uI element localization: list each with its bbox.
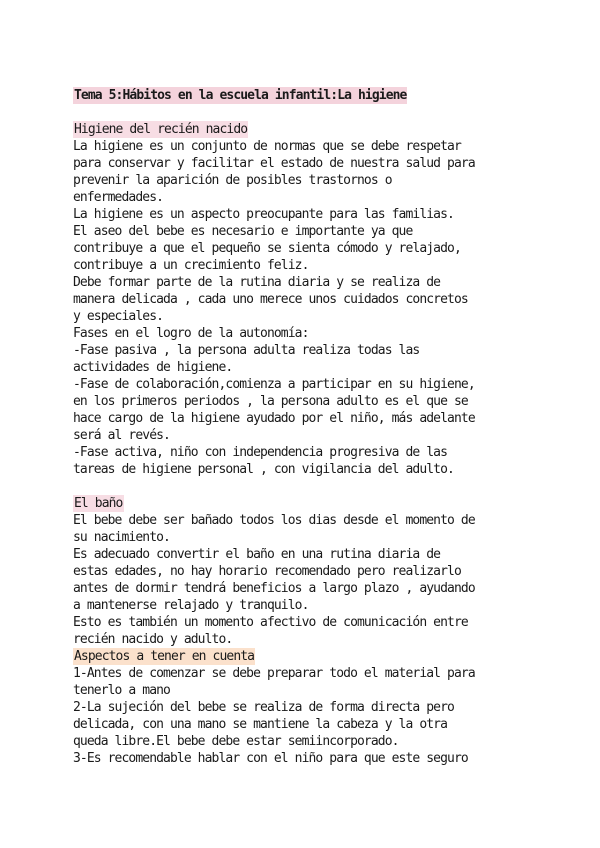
paragraph-line: tareas de higiene personal , con vigilancia del adulto. [73,462,454,477]
section-heading-line [73,495,533,512]
paragraph-line: antes de dormir tendrá beneficios a largo plazo , ayudando [73,581,475,596]
section-heading-line [73,121,533,138]
spacer [73,104,533,121]
document-title: Tema 5:Hábitos en la escuela infantil:La higiene [74,88,407,103]
paragraph-line: su nacimiento. [73,530,170,545]
paragraph-line: -Fase activa, niño con independencia progresiva de las [73,445,448,460]
paragraph-line: queda libre.El bebe debe estar semiincorporado. [73,734,399,749]
paragraph-line: y especiales. [73,309,164,324]
paragraph-line: manera delicada , cada uno merece unos cuidados concretos [73,292,468,307]
paragraph-line: Debe formar parte de la rutina diaria y se realiza de [73,275,441,290]
paragraph-line: 1-Antes de comenzar se debe preparar todo el material para [73,666,475,681]
paragraph-line: contribuye a un crecimiento feliz. [73,258,309,273]
paragraph-line: 2-La sujeción del bebe se realiza de forma directa pero [73,700,454,715]
paragraph-line: actividades de higiene. [73,360,233,375]
paragraph-line: enfermedades. [73,190,164,205]
paragraph-line: hace cargo de la higiene ayudado por el niño, más adelante [73,411,475,426]
paragraph-line: -Fase de colaboración,comienza a participar en su higiene, [73,377,475,392]
paragraph-line: estas edades, no hay horario recomendado pero realizarlo [73,564,461,579]
paragraph-line: Esto es también un momento afectivo de comunicación entre [73,615,468,630]
paragraph-line: -Fase pasiva , la persona adulta realiza todas las [73,343,420,358]
section-heading-higiene: Higiene del recién nacido [74,122,248,137]
paragraph-line: tenerlo a mano [73,683,170,698]
document-body [73,87,533,767]
paragraph-line: La higiene es un aspecto preocupante para las familias. [73,207,454,222]
paragraph-line: Es adecuado convertir el baño en una rutina diaria de [73,547,441,562]
paragraph-line: El bebe debe ser bañado todos los dias desde el momento de [73,513,475,528]
title-line [73,87,533,104]
section-heading-bano: El baño [74,496,123,511]
paragraph-line: para conservar y facilitar el estado de nuestra salud para [73,156,475,171]
paragraph-line: La higiene es un conjunto de normas que se debe respetar [73,139,461,154]
paragraph-line: Fases en el logro de la autonomía: [73,326,309,341]
section-heading-line [73,648,533,665]
paragraph-line: a mantenerse relajado y tranquilo. [73,598,309,613]
paragraph-line: El aseo del bebe es necesario e importante ya que [73,224,413,239]
section-aspectos [73,665,533,767]
section-heading-aspectos: Aspectos a tener en cuenta [74,649,255,664]
paragraph-line: será al revés. [73,428,170,443]
paragraph-line: contribuye a que el pequeño se sienta cómodo y relajado, [73,241,461,256]
section-el-bano [73,512,533,648]
paragraph-line: recién nacido y adulto. [73,632,233,647]
paragraph-line: en los primeros periodos , la persona adulto es el que se [73,394,468,409]
paragraph-line: 3-Es recomendable hablar con el niño para que este seguro [73,751,468,766]
paragraph-line: delicada, con una mano se mantiene la cabeza y la otra [73,717,448,732]
section-higiene-recien-nacido [73,138,533,478]
spacer [73,478,533,495]
paragraph-line: prevenir la aparición de posibles trastornos o [73,173,392,188]
